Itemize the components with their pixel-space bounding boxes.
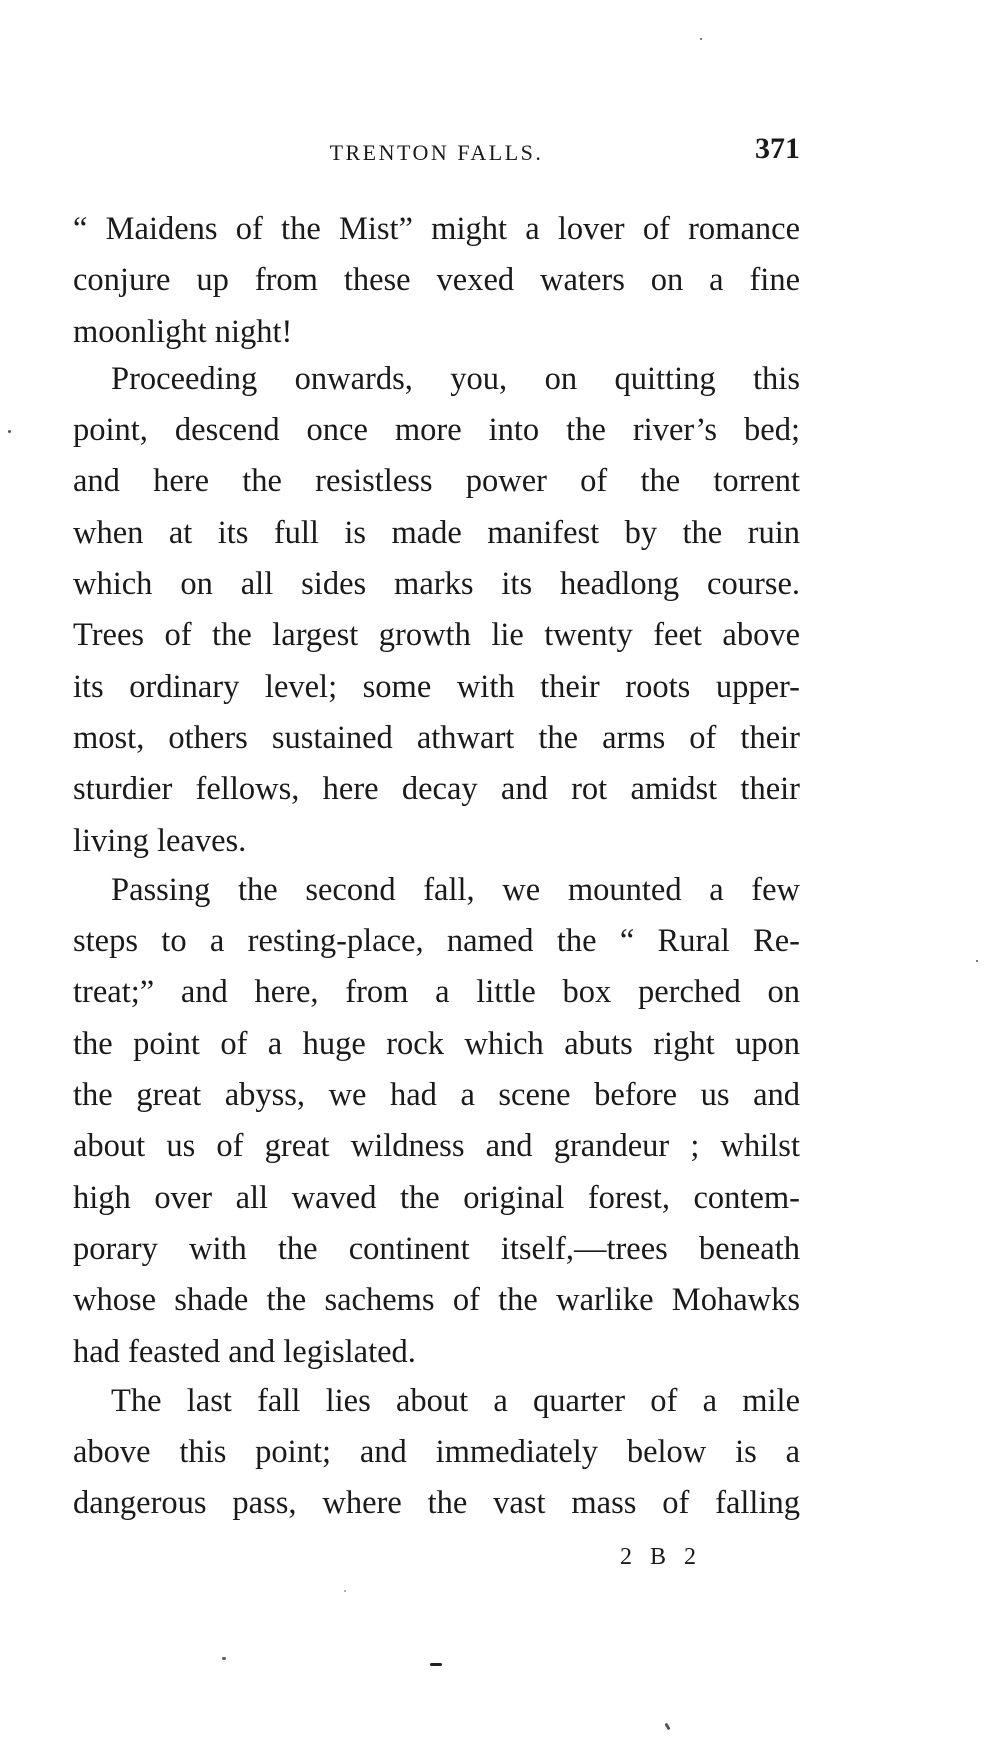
dust-speck — [664, 1723, 670, 1731]
running-head — [73, 128, 800, 168]
text-line: dangerous pass, where the vast mass of falling — [73, 1485, 800, 1522]
paragraph — [73, 354, 800, 867]
body-text — [73, 204, 800, 1530]
text-line: high over all waved the original forest, contem- — [73, 1179, 800, 1216]
text-line: and here the resistless power of the torrent — [73, 463, 800, 500]
text-line: conjure up from these vexed waters on a fine — [73, 262, 800, 299]
text-line: Proceeding onwards, you, on quitting this — [111, 360, 800, 397]
text-line: whose shade the sachems of the warlike Mohawks — [73, 1282, 800, 1319]
dust-speck — [976, 960, 978, 962]
paragraph — [73, 865, 800, 1378]
text-line: The last fall lies about a quarter of a mile — [111, 1382, 800, 1419]
text-line: about us of great wildness and grandeur ; whilst — [73, 1128, 800, 1165]
text-line: its ordinary level; some with their roots upper- — [73, 668, 800, 705]
page-number: 371 — [755, 132, 800, 165]
running-title: TRENTON FALLS. — [329, 140, 544, 165]
dust-speck — [430, 1663, 442, 1666]
text-line: Trees of the largest growth lie twenty feet above — [73, 617, 800, 654]
text-line: porary with the continent itself,—trees beneath — [73, 1230, 800, 1267]
text-line: moonlight night! — [73, 313, 293, 350]
paragraph — [73, 204, 800, 358]
text-line: most, others sustained athwart the arms of their — [73, 719, 800, 756]
text-line: had feasted and legislated. — [73, 1333, 416, 1370]
text-line: when at its full is made manifest by the ruin — [73, 514, 800, 551]
text-line: Passing the second fall, we mounted a few — [111, 871, 800, 908]
text-line: point, descend once more into the river’s bed; — [73, 412, 800, 449]
text-line: “ Maidens of the Mist” might a lover of romance — [73, 211, 800, 247]
text-line: sturdier fellows, here decay and rot amidst their — [73, 771, 800, 808]
text-line: the point of a huge rock which abuts right upon — [73, 1025, 800, 1062]
text-line: treat;” and here, from a little box perched on — [73, 974, 800, 1011]
dust-speck — [700, 38, 702, 40]
text-line: above this point; and immediately below is a — [73, 1434, 800, 1471]
paragraph — [73, 1376, 800, 1530]
text-line: which on all sides marks its headlong course. — [73, 566, 800, 603]
text-line: steps to a resting-place, named the “ Rural Re- — [73, 923, 800, 960]
text-line: the great abyss, we had a scene before us and — [73, 1077, 800, 1114]
dust-speck — [8, 430, 11, 433]
dust-speck — [344, 1590, 346, 1592]
signature-mark: 2 B 2 — [620, 1544, 703, 1570]
dust-speck — [222, 1657, 226, 1660]
text-line: living leaves. — [73, 822, 247, 859]
